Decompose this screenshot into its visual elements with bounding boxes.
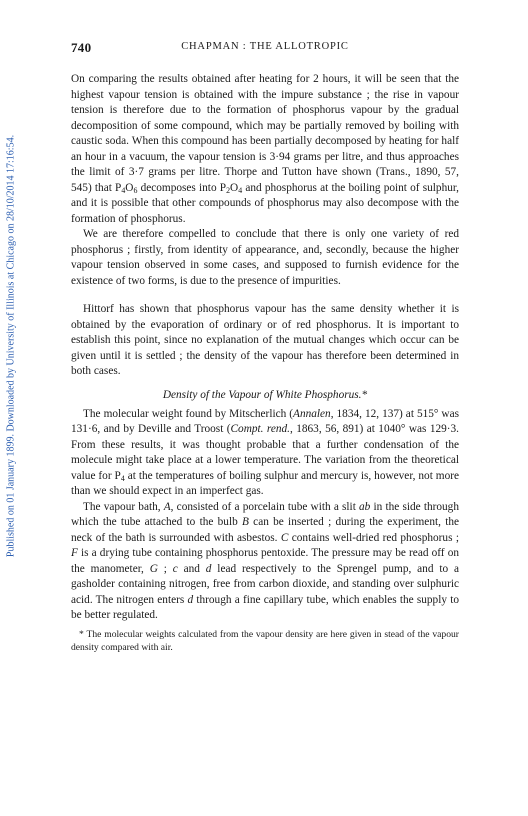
section-heading: Density of the Vapour of White Phosphorus.* [162,388,368,401]
paragraph-conclusion: We are therefore compelled to conclude that there is only one variety of red phosphorus ; firstly, from identity of appearance, and, secondly, because the higher vapour tension observed in some cases, and supposed to furnish evidence for the existence of two forms, is due to the presence of impurities. [71,228,459,287]
paragraph-vapour-tension-results: On comparing the results obtained after heating for 2 hours, it will be seen that the highest vapour tension is obtained with the impure substance ; the rise in vapour tension is therefore due to the formation of phosphorus vapour by the gradual decomposition of some compound, which may be partially removed by boiling with caustic soda. When this compound has been partially decomposed by heating for half an hour in a vacuum, the vapour tension is 3·94 grams per litre, and thus approaches the limit of 3·7 grams per litre. Thorpe and Tutton have shown (Trans., 1890, 57, 545) that $P_4O_6$ decomposes into $P_2O_4$ and phosphorus at the boiling point of sulphur, and it is possible that other compounds of phosphorus may also decompose with the formation of phosphorus. [71,73,459,225]
page-header [71,40,459,60]
paragraph-hittorf: Hittorf has shown that phosphorus vapour has the same density whether it is obtained by the evaporation of ordinary or of red phosphorus. It is important to establish this point, since no explanation of the mutual changes which occur can be given until it is settled ; the density of the vapour has therefore been determined in both cases. [71,303,459,377]
publication-margin-note [2,40,20,652]
page-number: 740 [71,40,92,55]
paragraph-molecular-weight: The molecular weight found by Mitscherlich (Annalen, 1834, 12, 137) at 515° was 131·6, and by Deville and Troost (Compt. rend., 1863, 56, 891) at 1040° was 129·3. From these results, it was thought probable that a further condensation of the molecule might take place at a lower temperature. The variation from the theoretical value for $P_4$ at the temperatures of boiling sulphur and mercury is, however, not more than we should expect in an imperfect gas. [71,407,460,497]
paragraph-apparatus: The vapour bath, A, consisted of a porcelain tube with a slit ab in the side through which the tube attached to the bulb B can be inserted ; during the experiment, the neck of the bath is surrounded with asbestos. C contains well-dried red phosphorus ; F is a drying tube containing phosphorus pentoxide. The pressure may be read off on the manometer, G ; c and d lead respectively to the Sprengel pump, and to a gasholder containing nitrogen, free from carbon dioxide, and standing over sulphuric acid. The nitrogen enters d through a fine capillary tube, which enables the supply to be better regulated. [71,500,459,621]
running-title: CHAPMAN : THE ALLOTROPIC [181,41,349,52]
footnote: * The molecular weights calculated from the vapour density are here given in stead of the vapour density compared with air. [71,628,459,653]
margin-note-text: Published on 01 January 1899. Downloaded by University of Illinois at Chicago on 28/10/2014 17:16:54. [5,134,17,558]
journal-page [71,40,459,654]
paragraph-gap [71,289,459,302]
